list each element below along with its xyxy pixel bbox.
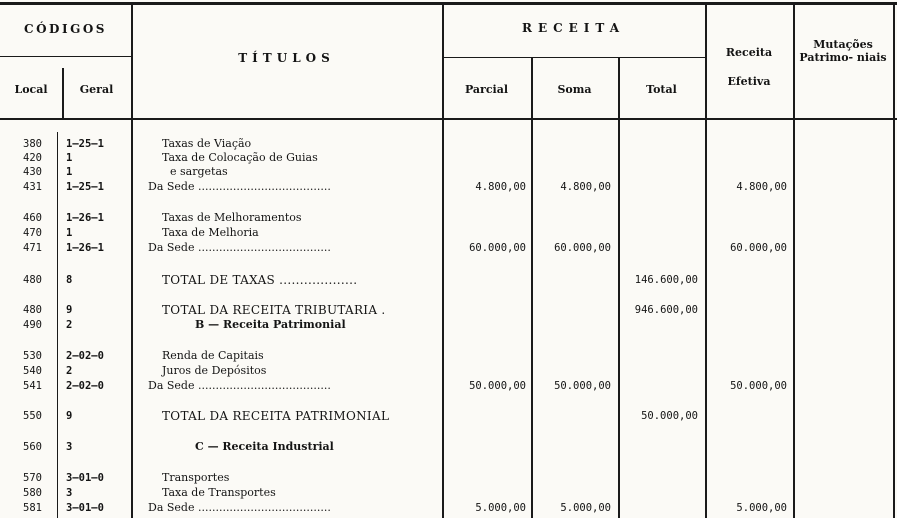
mutacoes-header: Mutações Patrimo- niais	[799, 38, 887, 64]
geral-code: 2—02—0	[66, 380, 104, 392]
codigos-header: CÓDIGOS	[24, 22, 107, 36]
titulo-text: C — Receita Industrial	[195, 440, 334, 453]
titulo-text: TOTAL DA RECEITA TRIBUTARIA .	[162, 303, 386, 317]
titulo-text: TOTAL DE TAXAS ...................	[162, 273, 358, 287]
local-code: 460	[23, 212, 42, 224]
titulo-text: Taxa de Melhoria	[162, 226, 259, 239]
efetiva-value: 60.000,00	[730, 242, 787, 254]
col-divider	[618, 58, 620, 518]
header-bottom-line	[0, 118, 897, 120]
local-header: Local	[14, 83, 48, 96]
parcial-header: Parcial	[464, 83, 509, 96]
titulo-text: B — Receita Patrimonial	[195, 318, 346, 331]
titulo-text: Renda de Capitais	[162, 349, 264, 362]
local-code: 480	[23, 274, 42, 286]
local-code: 570	[23, 472, 42, 484]
titulo-text: Juros de Depósitos	[162, 364, 267, 377]
geral-code: 1—25—1	[66, 138, 104, 150]
geral-code: 1—25—1	[66, 181, 104, 193]
geral-code: 3	[66, 487, 73, 499]
top-border	[0, 2, 897, 5]
geral-code: 9	[66, 304, 73, 316]
local-code: 541	[23, 380, 42, 392]
local-code: 530	[23, 350, 42, 362]
titulo-text: Da Sede ......................................	[148, 501, 331, 514]
col-divider	[442, 5, 444, 518]
header-line	[442, 57, 705, 58]
col-divider	[893, 5, 895, 518]
titulos-header: TÍTULOS	[238, 51, 335, 65]
efetiva-value: 50.000,00	[730, 380, 787, 392]
geral-code: 1	[66, 227, 73, 239]
titulo-text: Taxas de Melhoramentos	[162, 211, 302, 224]
geral-code: 9	[66, 410, 73, 422]
geral-code: 1—26—1	[66, 242, 104, 254]
parcial-value: 50.000,00	[469, 380, 526, 392]
local-code: 540	[23, 365, 42, 377]
geral-code: 2	[66, 319, 73, 331]
local-code: 430	[23, 166, 42, 178]
local-code: 480	[23, 304, 42, 316]
local-code: 380	[23, 138, 42, 150]
parcial-value: 60.000,00	[469, 242, 526, 254]
titulo-text: Taxa de Transportes	[162, 486, 276, 499]
local-code: 490	[23, 319, 42, 331]
geral-code: 1—26—1	[66, 212, 104, 224]
soma-value: 4.800,00	[560, 181, 611, 193]
geral-code: 3—01—0	[66, 472, 104, 484]
col-divider	[705, 5, 707, 518]
titulo-text: Da Sede ......................................	[148, 241, 331, 254]
local-code: 471	[23, 242, 42, 254]
geral-code: 2—02—0	[66, 350, 104, 362]
titulo-text: Da Sede ......................................	[148, 180, 331, 193]
col-divider	[131, 5, 133, 518]
receita-efetiva-header: Receita Efetiva	[725, 46, 773, 88]
titulo-text: Taxas de Viação	[162, 137, 252, 150]
soma-value: 60.000,00	[554, 242, 611, 254]
header-line	[0, 56, 131, 57]
local-code: 431	[23, 181, 42, 193]
titulo-text: Transportes	[162, 471, 230, 484]
local-code: 550	[23, 410, 42, 422]
efetiva-value: 5.000,00	[736, 502, 787, 514]
receita-header: RECEITA	[521, 21, 625, 35]
geral-header: Geral	[79, 83, 114, 96]
titulo-text: TOTAL DA RECEITA PATRIMONIAL	[162, 409, 390, 423]
titulo-text: Taxa de Colocação de Guias	[162, 151, 318, 164]
geral-code: 3	[66, 441, 73, 453]
efetiva-value: 4.800,00	[736, 181, 787, 193]
col-divider	[57, 132, 58, 518]
col-divider	[793, 5, 795, 518]
geral-code: 3—01—0	[66, 502, 104, 514]
total-value: 146.600,00	[634, 274, 698, 286]
total-value: 946.600,00	[634, 304, 698, 316]
local-code: 560	[23, 441, 42, 453]
parcial-value: 5.000,00	[475, 502, 526, 514]
geral-code: 1	[66, 166, 73, 178]
geral-code: 1	[66, 152, 73, 164]
local-code: 581	[23, 502, 42, 514]
parcial-value: 4.800,00	[475, 181, 526, 193]
local-code: 420	[23, 152, 42, 164]
geral-code: 2	[66, 365, 73, 377]
titulo-text: Da Sede ......................................	[148, 379, 331, 392]
soma-value: 50.000,00	[554, 380, 611, 392]
local-code: 580	[23, 487, 42, 499]
col-divider	[531, 58, 533, 518]
total-value: 50.000,00	[641, 410, 698, 422]
soma-header: Soma	[557, 83, 592, 96]
soma-value: 5.000,00	[560, 502, 611, 514]
total-header: Total	[646, 83, 677, 96]
titulo-text: e sargetas	[170, 165, 228, 178]
geral-code: 8	[66, 274, 73, 286]
local-code: 470	[23, 227, 42, 239]
